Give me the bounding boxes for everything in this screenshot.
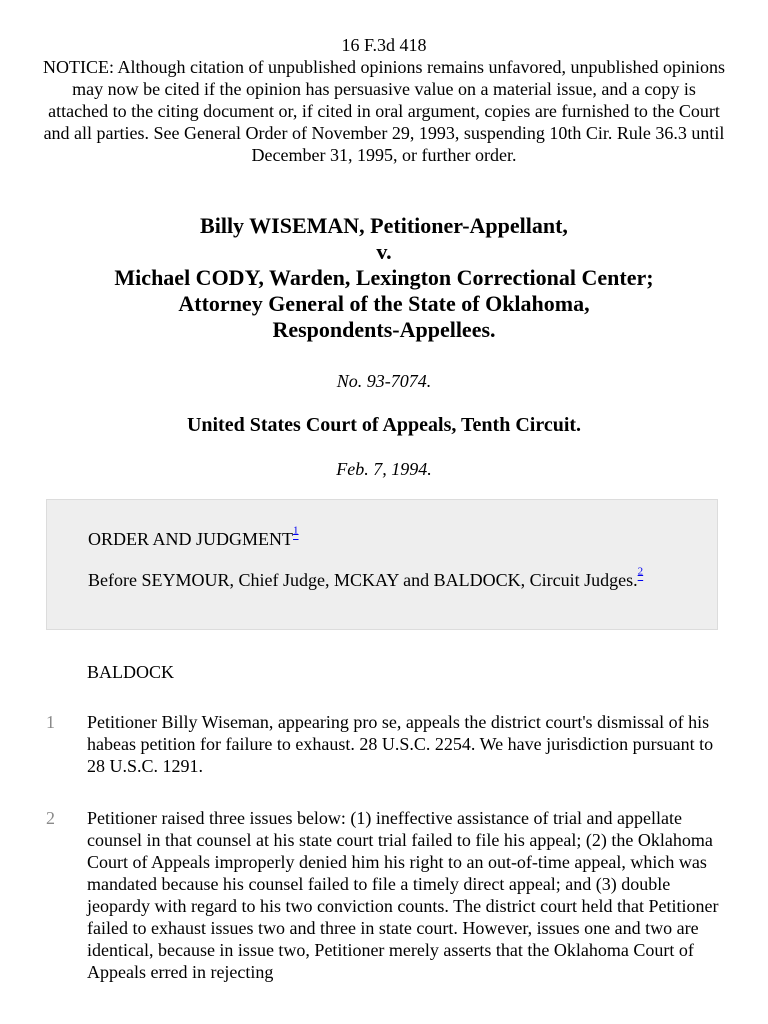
order-judgment-box xyxy=(46,499,718,630)
docket-number: No. 93-7074. xyxy=(336,371,432,391)
decision-date: Feb. 7, 1994. xyxy=(336,459,432,479)
opinion-author: BALDOCK xyxy=(87,662,175,682)
order-judges xyxy=(88,565,648,591)
paragraph-text: Petitioner raised three issues below: (1) ineffective assistance of trial and appellate counsel in that counsel at his state court trial failed to file his appeal; (2) the Oklahoma Court of Appeals improperly denied him his right to an out-of-time appeal, which was mandated because his counsel failed to file a timely direct appeal; and (3) double jeopardy with regard to his two conviction counts. The district court held that Petitioner failed to exhaust issues two and three in state court. However, issues one and two are identical, because in issue two, Petitioner merely asserts that the Oklahoma Court of Appeals erred in rejecting xyxy=(87,808,719,982)
case-title-respondent-role: Respondents-Appellees. xyxy=(272,317,496,342)
case-title-respondent-1: Michael CODY, Warden, Lexington Correctional Center; xyxy=(114,265,654,290)
footnote-link-2[interactable]: 2 xyxy=(637,565,644,578)
case-title-respondent-2: Attorney General of the State of Oklahoma, xyxy=(178,291,590,316)
paragraph-number: 1 xyxy=(46,712,55,732)
case-title-petitioner: Billy WISEMAN, Petitioner-Appellant, xyxy=(200,213,568,238)
case-title xyxy=(40,213,728,343)
order-judges-text: Before SEYMOUR, Chief Judge, MCKAY and BALDOCK, Circuit Judges. xyxy=(88,570,638,590)
case-title-versus: v. xyxy=(376,239,392,264)
paragraph-number: 2 xyxy=(46,808,55,828)
footnote-link-1[interactable]: 1 xyxy=(293,524,299,537)
case-citation: 16 F.3d 418 xyxy=(341,35,427,55)
document-header xyxy=(40,34,728,166)
court-name: United States Court of Appeals, Tenth Circuit. xyxy=(186,414,582,436)
order-title xyxy=(88,524,299,550)
paragraph-text: Petitioner Billy Wiseman, appearing pro se, appeals the district court's dismissal of his habeas petition for failure to exhaust. 28 U.S.C. 2254. We have jurisdiction pursuant to 28 U.S.C. 1291. xyxy=(87,712,714,776)
unpublished-notice: NOTICE: Although citation of unpublished opinions remains unfavored, unpublished opinions may now be cited if the opinion has persuasive value on a material issue, and a copy is attached to the citing document or, if cited in oral argument, copies are furnished to the Court and all parties. See General Order of November 29, 1993, suspending 10th Cir. Rule 36.3 until December 31, 1995, or further order. xyxy=(43,57,725,165)
order-title-text: ORDER AND JUDGMENT xyxy=(88,529,294,549)
